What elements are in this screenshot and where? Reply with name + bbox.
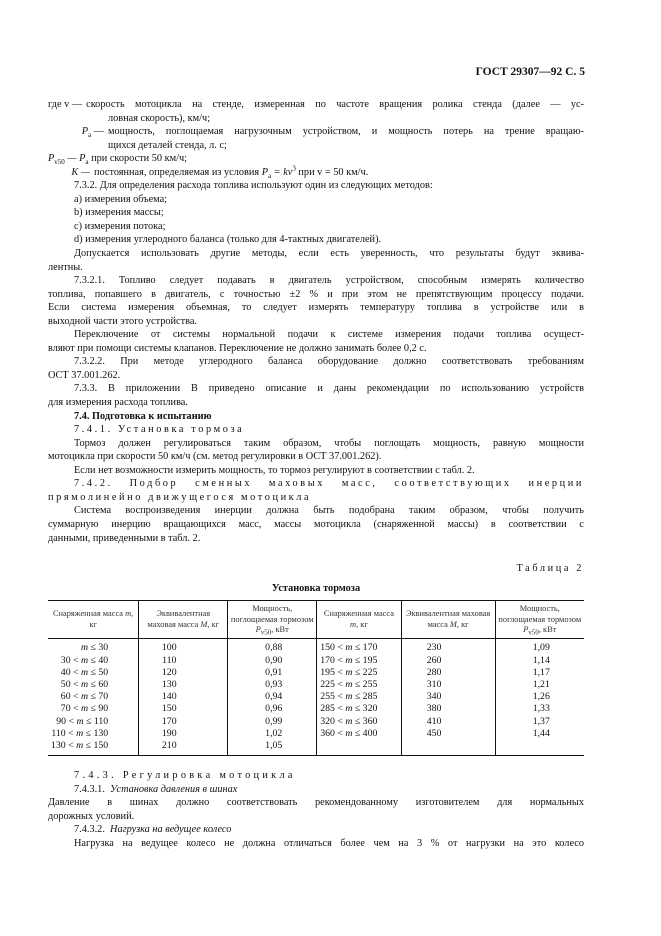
section-7-4-heading: 7.4. Подготовка к испытанию [74, 410, 212, 422]
table-caption: Таблица 2 [516, 563, 584, 575]
paragraph-line: лентны. [48, 261, 83, 273]
mass-range-cell: 285 < m ≤ 320 [317, 703, 401, 715]
page-header: ГОСТ 29307—92 С. 5 [475, 66, 585, 78]
method-item: d) измерения углеродного баланса (только для 4-тактных двигателей). [74, 234, 382, 246]
power-cell: 0,99 [228, 716, 317, 728]
power-cell: 1,37 [532, 715, 550, 727]
paragraph-line: мотоцикла при скорости 50 км/ч (см. метод регулировки в ОСТ 37.001.262). [48, 451, 382, 463]
definition-text: щихся деталей стенда, л. с; [108, 139, 227, 151]
column-header-mass: Снаряженная масса m, кг [317, 601, 401, 639]
paragraph-line: для измерения расхода топлива. [48, 397, 188, 409]
power-cell: 0,93 [228, 679, 317, 691]
method-item: c) измерения потока; [74, 220, 166, 232]
power-cell: 1,33 [532, 703, 550, 715]
table-row [48, 740, 584, 756]
section-7-4-3-2-heading: 7.4.3.2. Нагрузка на ведущее колесо [74, 824, 232, 836]
table-row [48, 716, 584, 728]
column-header-equivalent-mass: Эквивалентная маховая масса M, кг [401, 601, 495, 639]
equivalent-mass-cell: 410 [401, 716, 495, 728]
power-cell: 0,88 [228, 639, 317, 655]
paragraph-line: Система воспроизведения инерции должна быть подобрана таким образом, чтобы получить [74, 505, 584, 517]
definition-text: скорость мотоцикла на стенде, измеренная по частоте вращения ролика стенда (далее — ус- [86, 99, 584, 110]
paragraph-line: топлива, попавшего в двигатель, с точностью ±2 % и при этом не препятствующим процессу подачи. [48, 288, 584, 300]
mass-range-cell: 195 < m ≤ 225 [317, 667, 401, 679]
paragraph-line: Переключение от системы нормальной подачи к системе измерения подачи топлива осущест- [74, 329, 584, 341]
mass-range-cell: 130 < m ≤ 150 [48, 740, 139, 756]
table-title: Установка тормоза [271, 582, 361, 594]
section-7-3-2-2: 7.3.2.2. При методе углеродного баланса оборудование должно соответствовать требованиям [74, 356, 584, 368]
equivalent-mass-cell: 260 [401, 655, 495, 667]
equivalent-mass-cell: 120 [139, 667, 228, 679]
mass-range-cell: m ≤ 30 [48, 639, 139, 655]
mass-range-cell: 30 < m ≤ 40 [48, 655, 139, 667]
method-item: b) измерения массы; [74, 207, 164, 219]
paragraph-line: выходной части этого устройства. [48, 315, 197, 327]
paragraph-line: ОСТ 37.001.262. [48, 369, 121, 381]
definition-text: мощность, поглощаемая нагрузочным устройством, и мощность потерь на трение вращаю- [108, 126, 584, 138]
mass-range-cell: 70 < m ≤ 90 [48, 703, 139, 715]
power-cell: 0,91 [228, 667, 317, 679]
equivalent-mass-cell: 230 [401, 639, 495, 655]
table-row [48, 639, 584, 655]
equivalent-mass-cell: 280 [401, 667, 495, 679]
power-cell: 0,94 [228, 691, 317, 703]
section-7-4-1-heading: 7.4.1. Установка тормоза [74, 424, 245, 436]
table-row [48, 703, 584, 715]
definition-text: ловная скорость), км/ч; [108, 112, 211, 124]
mass-range-cell: 360 < m ≤ 400 [317, 728, 401, 740]
main-text [48, 98, 584, 850]
power-cell: 1,09 [532, 642, 550, 654]
mass-range-cell: 255 < m ≤ 285 [317, 691, 401, 703]
section-7-4-2-heading: прямолинейно движущегося мотоцикла [48, 491, 312, 503]
power-cell [495, 740, 584, 756]
mass-range-cell: 225 < m ≤ 255 [317, 679, 401, 691]
paragraph-line: суммарную инерцию вращающихся масс, массы мотоцикла (снаряженной массы) в соответствии с [48, 518, 584, 530]
section-7-4-3-1-heading: 7.4.3.1. Установка давления в шинах [74, 783, 238, 795]
table-row [48, 691, 584, 703]
mass-range-cell: 90 < m ≤ 110 [48, 716, 139, 728]
column-header-equivalent-mass: Эквивалентная маховая масса M, кг [139, 601, 228, 639]
equivalent-mass-cell: 380 [401, 703, 495, 715]
power-cell: 0,90 [228, 655, 317, 667]
equivalent-mass-cell: 310 [401, 679, 495, 691]
equivalent-mass-cell: 100 [139, 639, 228, 655]
mass-range-cell [317, 740, 401, 756]
power-cell: 1,44 [532, 727, 550, 739]
power-cell: 1,14 [532, 654, 550, 666]
power-cell: 1,17 [532, 666, 550, 678]
paragraph-line: Если нет возможности измерить мощность, то тормоз регулируют в соответствии с табл. 2. [74, 464, 475, 476]
mass-range-cell: 320 < m ≤ 360 [317, 716, 401, 728]
mass-range-cell: 170 < m ≤ 195 [317, 655, 401, 667]
equivalent-mass-cell: 210 [139, 740, 228, 756]
table-row [48, 679, 584, 691]
section-7-3-3: 7.3.3. В приложении В приведено описание и даны рекомендации по использованию устройств [74, 383, 584, 395]
equivalent-mass-cell: 150 [139, 703, 228, 715]
section-7-4-3-heading: 7.4.3. Регулировка мотоцикла [74, 770, 296, 782]
power-cell: 1,21 [532, 678, 550, 690]
paragraph-line: данными, приведенными в табл. 2. [48, 532, 201, 544]
brake-setting-table [48, 600, 584, 756]
power-cell: 1,05 [228, 740, 317, 756]
equivalent-mass-cell: 110 [139, 655, 228, 667]
mass-range-cell: 150 < m ≤ 170 [317, 639, 401, 655]
column-header-mass: Снаряженная масса m, кг [48, 601, 139, 639]
equivalent-mass-cell: 340 [401, 691, 495, 703]
paragraph-line: вляют при помощи системы клапанов. Переключение не должно занимать более 0,2 с. [48, 342, 427, 354]
table-header-row [48, 601, 584, 639]
equivalent-mass-cell: 130 [139, 679, 228, 691]
column-header-power: Мощность, поглощаемая тормозом $P_{v50}$, кВт [495, 601, 584, 639]
paragraph-line: Давление в шинах должно соответствовать рекомендованному изготовителем для нормальных [48, 797, 584, 809]
equivalent-mass-cell: 450 [401, 728, 495, 740]
table-row [48, 728, 584, 740]
equivalent-mass-cell: 190 [139, 728, 228, 740]
paragraph-line: Тормоз должен регулироваться таким образом, чтобы поглощать мощность, равную мощности [74, 437, 584, 449]
definition-pv50: $P_{v50}$ — $P_a$ при скорости 50 км/ч; [48, 153, 188, 167]
definition-pa: $P_a$ — мощность, поглощаемая нагрузочным устройством, и мощность потерь на трение вращаю- [81, 126, 584, 140]
definition-v [48, 98, 584, 112]
equivalent-mass-cell [401, 740, 495, 756]
paragraph-line: Нагрузка на ведущее колесо не должна отличаться более чем на 3 % от нагрузки на это колесо [74, 837, 584, 849]
power-cell: 1,02 [228, 728, 317, 740]
mass-range-cell: 60 < m ≤ 70 [48, 691, 139, 703]
mass-range-cell: 40 < m ≤ 50 [48, 667, 139, 679]
power-cell: 0,96 [228, 703, 317, 715]
table-row [48, 655, 584, 667]
equivalent-mass-cell: 140 [139, 691, 228, 703]
table-row [48, 667, 584, 679]
column-header-power: Мощность, поглощаемая тормозом $P_{v50}$, кВт [228, 601, 317, 639]
paragraph-line: дорожных условий. [48, 810, 135, 822]
mass-range-cell: 110 < m ≤ 130 [48, 728, 139, 740]
section-7-4-2-heading: 7.4.2. Подбор сменных маховых масс, соответствующих инерции [74, 478, 584, 490]
power-cell: 1,26 [532, 691, 550, 703]
paragraph-line: Если система измерения объемная, то следует измерять температуру топлива в устройстве или в [48, 302, 584, 314]
equivalent-mass-cell: 170 [139, 716, 228, 728]
method-item: a) измерения объема; [74, 193, 168, 205]
mass-range-cell: 50 < m ≤ 60 [48, 679, 139, 691]
section-7-3-2-1: 7.3.2.1. Топливо следует подавать в двигатель устройством, способным измерять количество [74, 275, 584, 287]
paragraph-line: Допускается использовать другие методы, если есть уверенность, что результаты будут эквива- [74, 248, 584, 260]
definition-k: K — постоянная, определяемая из условия $P_a = kv^3$ при v = 50 км/ч. [71, 164, 369, 180]
section-7-3-2: 7.3.2. Для определения расхода топлива используют один из следующих методов: [74, 180, 433, 192]
definition-symbol: где v — [48, 99, 83, 110]
